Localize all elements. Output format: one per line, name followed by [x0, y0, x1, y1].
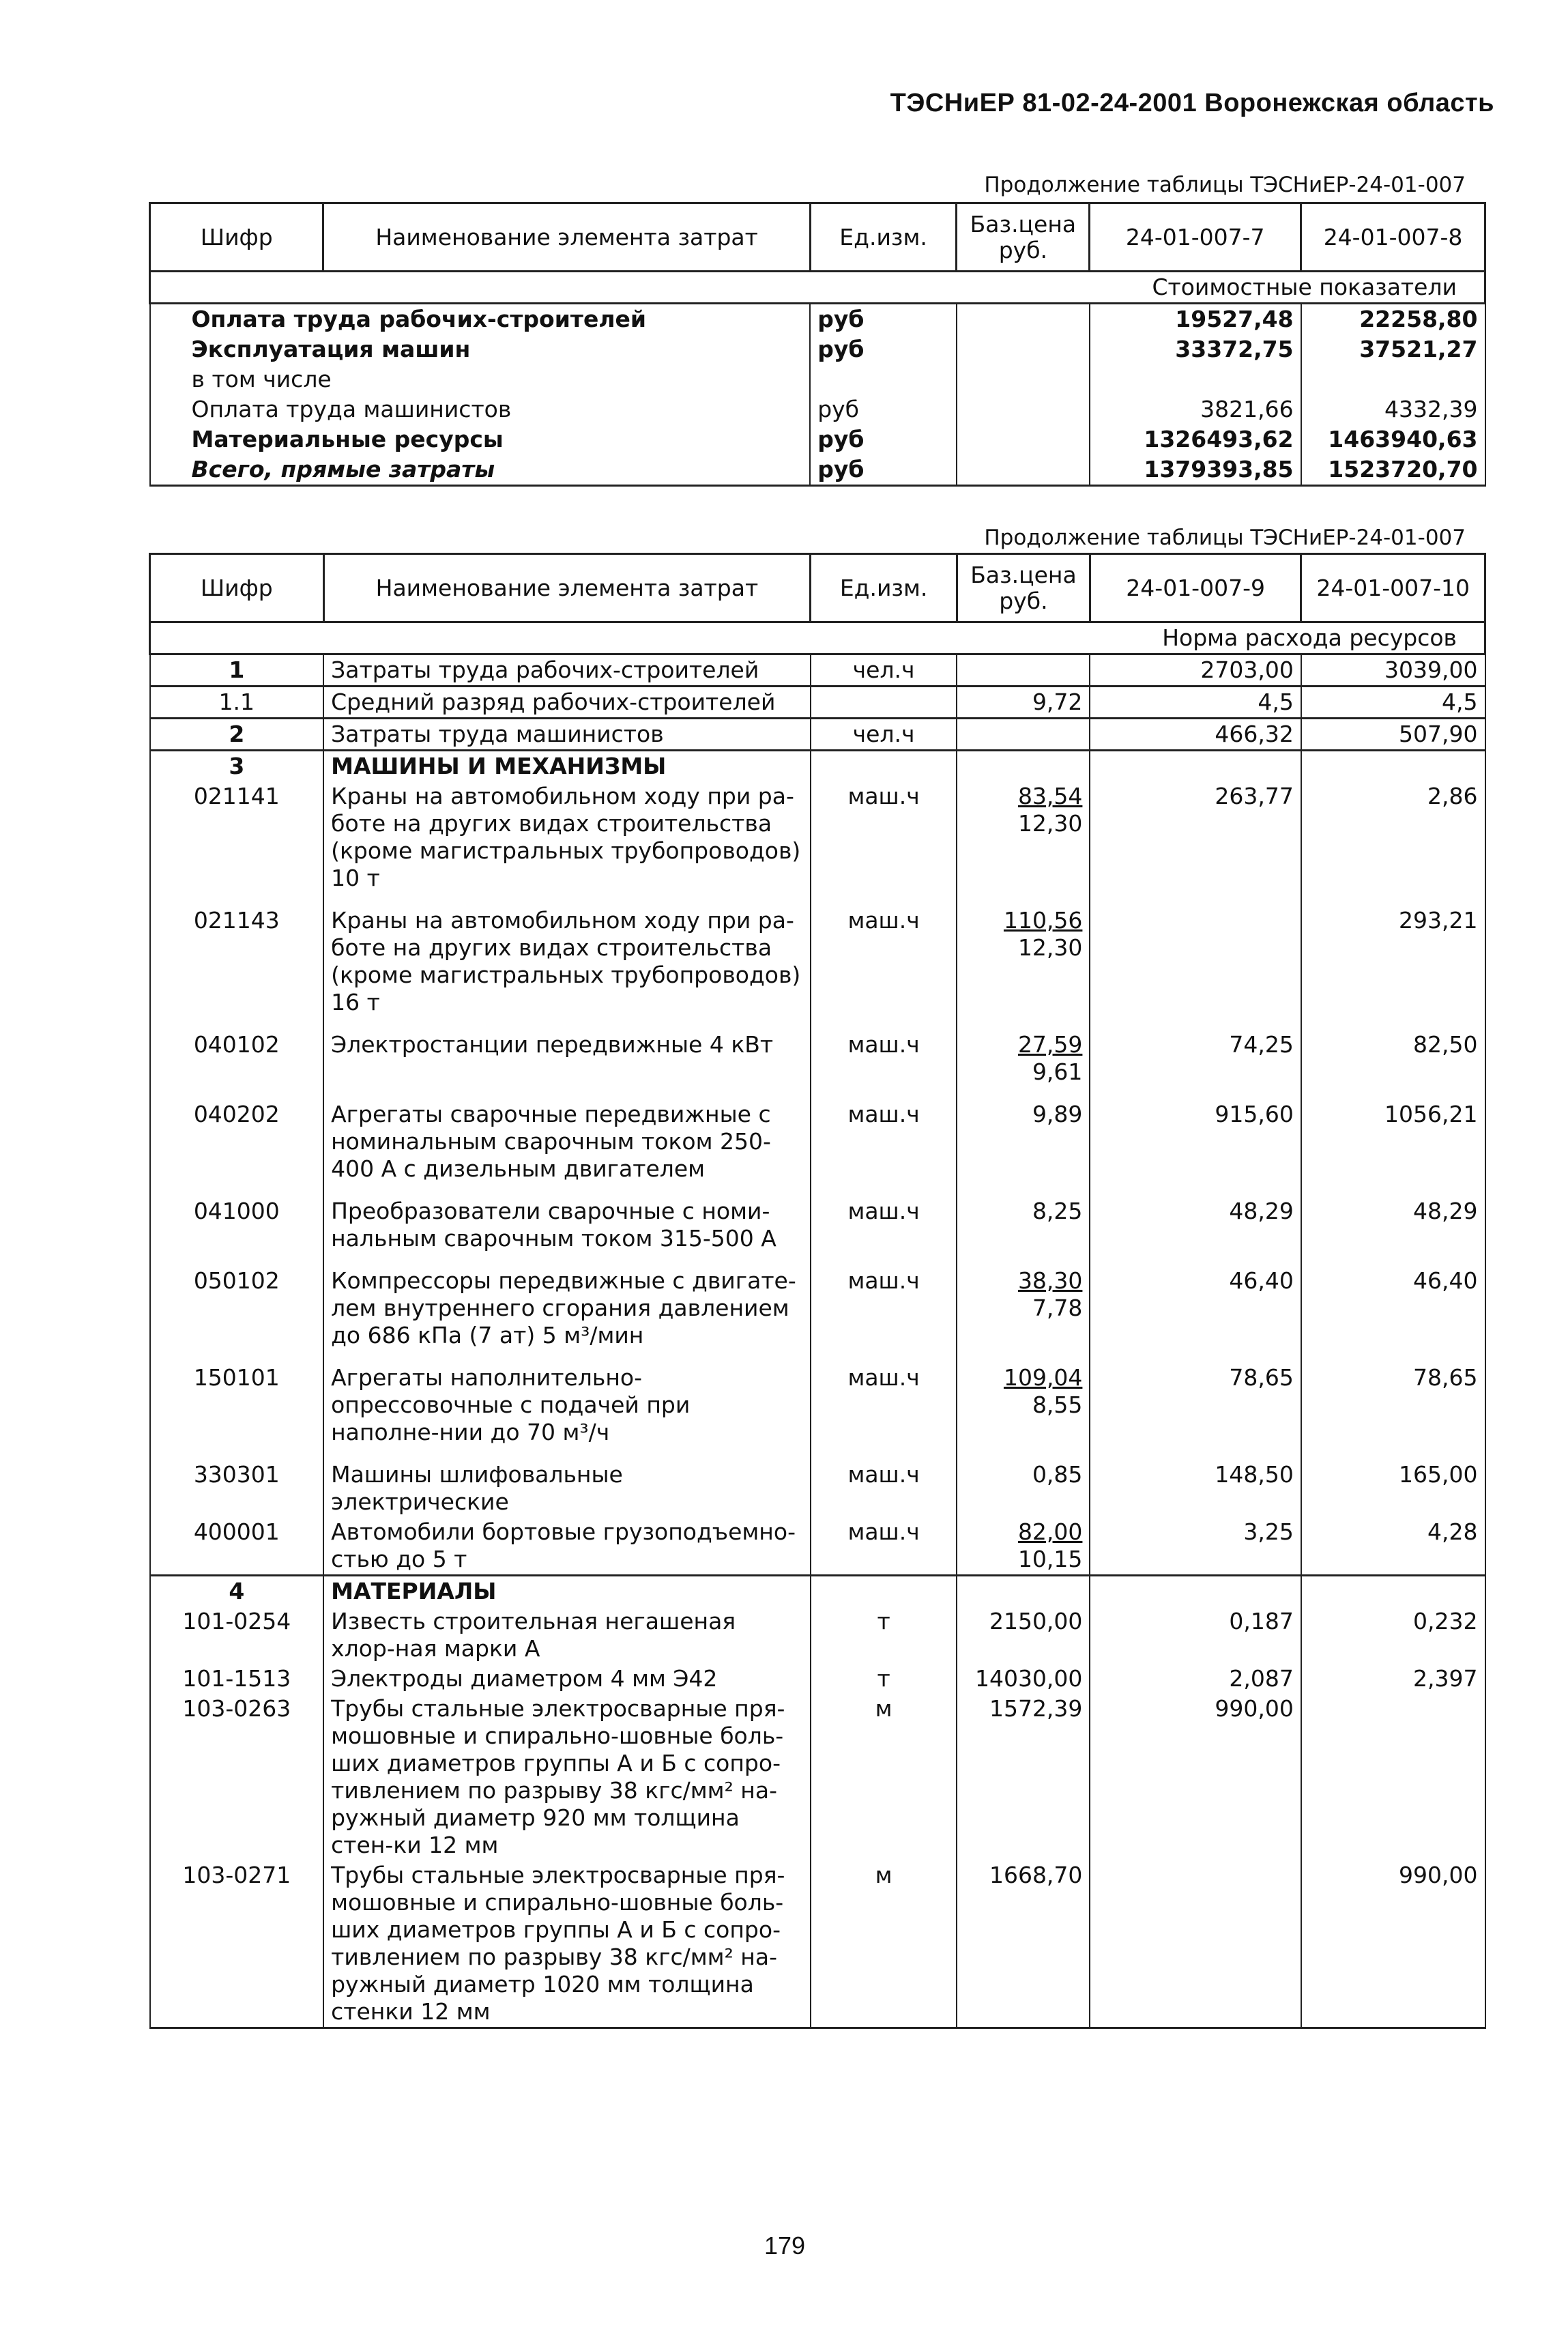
cost-indicators-table	[149, 202, 1486, 487]
table-row	[150, 687, 1485, 719]
spacer-cell	[150, 1254, 324, 1266]
spacer-cell	[811, 1087, 957, 1099]
spacer-cell	[1090, 1351, 1301, 1363]
norm-value-a: 466,32	[1090, 719, 1301, 751]
table2-banner-row	[150, 622, 1485, 654]
table-row	[150, 455, 1485, 486]
resource-name: Средний разряд рабочих-строителей	[323, 687, 811, 719]
spacer-cell	[1090, 1018, 1301, 1030]
col-header-norm-a: 24-01-007-9	[1090, 554, 1301, 622]
spacer-cell	[957, 893, 1090, 906]
base-price-value: 9,89	[1032, 1101, 1083, 1127]
cost-value-b: 1523720,70	[1301, 455, 1485, 486]
resource-name: Краны на автомобильном ходу при ра-боте на других видах строительства (кроме магистральных трубопроводов) 16 т	[323, 906, 811, 1018]
norm-value-b: 165,00	[1301, 1460, 1485, 1517]
spacer-cell	[1301, 1087, 1485, 1099]
resource-unit: м	[811, 1860, 957, 2028]
resource-code: 041000	[150, 1196, 324, 1254]
resource-name: Краны на автомобильном ходу при ра-боте на других видах строительства (кроме магистральных трубопроводов) 10 т	[323, 781, 811, 893]
resource-base-price	[957, 781, 1090, 893]
spacer-cell	[811, 1351, 957, 1363]
base-price-value: 1572,39	[989, 1695, 1083, 1722]
cost-value-a	[1090, 364, 1301, 394]
resource-name: Известь строительная негашеная хлор-ная марки А	[323, 1606, 811, 1664]
spacer-cell	[1301, 1184, 1485, 1196]
spacer-cell	[811, 1254, 957, 1266]
norm-value-a: 74,25	[1090, 1030, 1301, 1087]
spacer-cell	[811, 893, 957, 906]
cost-item-base-price	[957, 455, 1090, 486]
norm-value-a: 915,60	[1090, 1099, 1301, 1184]
resource-unit: маш.ч	[811, 1517, 957, 1576]
resource-unit: т	[811, 1664, 957, 1694]
resource-base-price	[957, 1517, 1090, 1576]
norm-value-b: 1056,21	[1301, 1099, 1485, 1184]
spacer-cell	[957, 1018, 1090, 1030]
resource-unit: т	[811, 1606, 957, 1664]
table2-header-row	[150, 554, 1485, 622]
machinist-wage-value: 9,61	[1032, 1058, 1083, 1085]
resource-unit	[811, 687, 957, 719]
table1-banner-row	[150, 272, 1485, 304]
norm-value-b: 4,5	[1301, 687, 1485, 719]
resource-unit: чел.ч	[811, 719, 957, 751]
cost-item-name: Оплата труда рабочих-строителей	[150, 304, 811, 335]
resource-code: 2	[150, 719, 324, 751]
resource-code: 101-0254	[150, 1606, 324, 1664]
col-header-norm-b: 24-01-007-10	[1301, 554, 1485, 622]
cost-item-unit: руб	[810, 394, 957, 424]
table-row	[150, 1606, 1485, 1664]
norm-value-b: 990,00	[1301, 1860, 1485, 2028]
spacer-cell	[811, 1447, 957, 1460]
cost-item-name: в том числе	[150, 364, 811, 394]
resource-unit: маш.ч	[811, 906, 957, 1018]
cost-item-name: Материальные ресурсы	[150, 424, 811, 455]
table2-continuation-caption: Продолжение таблицы ТЭСНиЕР-24-01-007	[984, 525, 1466, 550]
norm-value-b: 2,86	[1301, 781, 1485, 893]
resource-code: 150101	[150, 1363, 324, 1447]
col-header-base-price: Баз.цена руб.	[957, 203, 1090, 272]
resource-name: Затраты труда рабочих-строителей	[323, 654, 811, 687]
resource-code: 103-0263	[150, 1694, 324, 1860]
cost-value-b: 22258,80	[1301, 304, 1485, 335]
spacer-cell	[323, 1018, 811, 1030]
norm-value-b: 0,232	[1301, 1606, 1485, 1664]
resource-name: Трубы стальные электросварные пря-мошовные и спирально-шовные боль-ших диаметров группы А и Б с сопро-тивлением по разрыву 38 кгс/мм² на-ружный диаметр 920 мм толщина стен-ки 12 мм	[323, 1694, 811, 1860]
resource-unit: маш.ч	[811, 1030, 957, 1087]
document-header-title: ТЭСНиЕР 81-02-24-2001 Воронежская область	[890, 89, 1494, 117]
resource-norms-banner: Норма расхода ресурсов	[150, 622, 1485, 654]
cost-item-unit: руб	[810, 455, 957, 486]
cost-value-a: 19527,48	[1090, 304, 1301, 335]
page-number: 179	[764, 2232, 806, 2260]
norm-value-a: 4,5	[1090, 687, 1301, 719]
machinist-wage-value: 12,30	[1017, 934, 1083, 961]
table-row	[150, 1694, 1485, 1860]
resource-base-price	[957, 1266, 1090, 1351]
cost-item-name: Эксплуатация машин	[150, 334, 811, 364]
cost-item-base-price	[957, 334, 1090, 364]
resource-code: 330301	[150, 1460, 324, 1517]
cost-item-base-price	[957, 304, 1090, 335]
section-row	[150, 654, 1485, 687]
machinist-wage-value: 10,15	[1017, 1546, 1083, 1572]
resource-name: Автомобили бортовые грузоподъемно-стью до 5 т	[323, 1517, 811, 1576]
spacer-cell	[957, 1447, 1090, 1460]
cost-item-unit	[810, 364, 957, 394]
resource-name: Компрессоры передвижные с двигате-лем внутреннего сгорания давлением до 686 кПа (7 ат) 5 м³/мин	[323, 1266, 811, 1351]
base-price-value: 1668,70	[989, 1862, 1083, 1888]
norm-value-b: 48,29	[1301, 1196, 1485, 1254]
table-row	[150, 1266, 1485, 1351]
resource-norms-table	[149, 553, 1486, 2029]
cost-value-b: 4332,39	[1301, 394, 1485, 424]
cost-value-b: 37521,27	[1301, 334, 1485, 364]
cost-item-unit: руб	[810, 424, 957, 455]
table-row	[150, 1196, 1485, 1254]
row-spacer	[150, 1447, 1485, 1460]
spacer-cell	[1090, 1447, 1301, 1460]
base-price-value: 14030,00	[974, 1665, 1083, 1692]
resource-name: МАТЕРИАЛЫ	[323, 1576, 811, 1607]
cost-item-base-price	[957, 364, 1090, 394]
spacer-cell	[1090, 1087, 1301, 1099]
cost-indicators-banner: Стоимостные показатели	[150, 272, 1485, 304]
resource-unit: маш.ч	[811, 1266, 957, 1351]
spacer-cell	[150, 1351, 324, 1363]
base-price-value: 27,59	[1017, 1031, 1083, 1058]
table1-body	[150, 304, 1485, 486]
resource-unit: маш.ч	[811, 1363, 957, 1447]
col-header-unit: Ед.изм.	[810, 203, 957, 272]
norm-value-b: 4,28	[1301, 1517, 1485, 1576]
cost-item-base-price	[957, 394, 1090, 424]
resource-base-price	[957, 687, 1090, 719]
norm-value-a: 148,50	[1090, 1460, 1301, 1517]
resource-base-price	[957, 1694, 1090, 1860]
spacer-cell	[957, 1184, 1090, 1196]
section-row	[150, 751, 1485, 782]
base-price-value: 110,56	[1003, 907, 1083, 934]
resource-base-price	[957, 1363, 1090, 1447]
spacer-cell	[1301, 1018, 1485, 1030]
cost-value-a: 33372,75	[1090, 334, 1301, 364]
resource-base-price	[957, 1460, 1090, 1517]
norm-value-b: 46,40	[1301, 1266, 1485, 1351]
section-row	[150, 1576, 1485, 1607]
cost-value-a: 3821,66	[1090, 394, 1301, 424]
resource-code: 1	[150, 654, 324, 687]
norm-value-a: 2703,00	[1090, 654, 1301, 687]
norm-value-a: 263,77	[1090, 781, 1301, 893]
table-row	[150, 906, 1485, 1018]
resource-base-price	[957, 1860, 1090, 2028]
spacer-cell	[957, 1254, 1090, 1266]
resource-name: Преобразователи сварочные с номи-нальным сварочным током 315-500 А	[323, 1196, 811, 1254]
resource-code: 4	[150, 1576, 324, 1607]
table-row	[150, 424, 1485, 455]
cost-item-name: Оплата труда машинистов	[150, 394, 811, 424]
spacer-cell	[1301, 1351, 1485, 1363]
cost-item-name: Всего, прямые затраты	[150, 455, 811, 486]
resource-code: 040202	[150, 1099, 324, 1184]
norm-value-b: 293,21	[1301, 906, 1485, 1018]
cost-value-a: 1326493,62	[1090, 424, 1301, 455]
spacer-cell	[1090, 893, 1301, 906]
table-row	[150, 334, 1485, 364]
norm-value-a: 990,00	[1090, 1694, 1301, 1860]
resource-base-price	[957, 1576, 1090, 1607]
resource-unit: маш.ч	[811, 1099, 957, 1184]
table-row	[150, 364, 1485, 394]
spacer-cell	[811, 1018, 957, 1030]
row-spacer	[150, 1351, 1485, 1363]
resource-code: 101-1513	[150, 1664, 324, 1694]
table2-body	[150, 654, 1485, 2028]
norm-value-a: 2,087	[1090, 1664, 1301, 1694]
spacer-cell	[323, 1447, 811, 1460]
row-spacer	[150, 1184, 1485, 1196]
table-row	[150, 1517, 1485, 1576]
spacer-cell	[150, 893, 324, 906]
resource-code: 1.1	[150, 687, 324, 719]
col-header-code: Шифр	[150, 554, 324, 622]
resource-name: Трубы стальные электросварные пря-мошовные и спирально-шовные боль-ших диаметров группы А и Б с сопро-тивлением по разрыву 38 кгс/мм² на-ружный диаметр 1020 мм толщина стенки 12 мм	[323, 1860, 811, 2028]
norm-value-a	[1090, 751, 1301, 782]
spacer-cell	[150, 1184, 324, 1196]
base-price-value: 38,30	[1017, 1267, 1083, 1294]
resource-name: Электростанции передвижные 4 кВт	[323, 1030, 811, 1087]
resource-base-price	[957, 719, 1090, 751]
resource-unit	[811, 751, 957, 782]
norm-value-b: 507,90	[1301, 719, 1485, 751]
spacer-cell	[323, 1184, 811, 1196]
table-row	[150, 304, 1485, 335]
resource-base-price	[957, 751, 1090, 782]
resource-name: МАШИНЫ И МЕХАНИЗМЫ	[323, 751, 811, 782]
base-price-value: 9,72	[1032, 689, 1083, 715]
table-row	[150, 1030, 1485, 1087]
section-row	[150, 719, 1485, 751]
cost-item-unit: руб	[810, 304, 957, 335]
spacer-cell	[1301, 1447, 1485, 1460]
resource-base-price	[957, 1664, 1090, 1694]
spacer-cell	[323, 1351, 811, 1363]
machinist-wage-value: 8,55	[1032, 1391, 1083, 1418]
base-price-value: 109,04	[1003, 1364, 1083, 1391]
norm-value-b: 2,397	[1301, 1664, 1485, 1694]
norm-value-a: 46,40	[1090, 1266, 1301, 1351]
resource-base-price	[957, 1196, 1090, 1254]
norm-value-b: 78,65	[1301, 1363, 1485, 1447]
base-price-value: 82,00	[1017, 1518, 1083, 1545]
table1-header-row	[150, 203, 1485, 272]
row-spacer	[150, 893, 1485, 906]
col-header-norm-b: 24-01-007-8	[1301, 203, 1485, 272]
spacer-cell	[1301, 893, 1485, 906]
table-row	[150, 781, 1485, 893]
norm-value-b: 3039,00	[1301, 654, 1485, 687]
spacer-cell	[1090, 1254, 1301, 1266]
resource-name: Затраты труда машинистов	[323, 719, 811, 751]
resource-name: Электроды диаметром 4 мм Э42	[323, 1664, 811, 1694]
norm-value-a: 78,65	[1090, 1363, 1301, 1447]
col-header-unit: Ед.изм.	[811, 554, 957, 622]
machinist-wage-value: 12,30	[1017, 810, 1083, 837]
table1-continuation-caption: Продолжение таблицы ТЭСНиЕР-24-01-007	[984, 173, 1466, 197]
spacer-cell	[811, 1184, 957, 1196]
norm-value-a	[1090, 1576, 1301, 1607]
norm-value-b	[1301, 1576, 1485, 1607]
base-price-value: 0,85	[1032, 1461, 1083, 1488]
spacer-cell	[1301, 1254, 1485, 1266]
resource-base-price	[957, 654, 1090, 687]
spacer-cell	[150, 1018, 324, 1030]
norm-value-a	[1090, 1860, 1301, 2028]
cost-value-b: 1463940,63	[1301, 424, 1485, 455]
spacer-cell	[150, 1447, 324, 1460]
norm-value-a: 48,29	[1090, 1196, 1301, 1254]
spacer-cell	[323, 1254, 811, 1266]
resource-name: Агрегаты наполнительно-опрессовочные с подачей при наполне-нии до 70 м³/ч	[323, 1363, 811, 1447]
resource-unit: маш.ч	[811, 1196, 957, 1254]
resource-code: 021143	[150, 906, 324, 1018]
base-price-value: 83,54	[1017, 783, 1083, 809]
cost-value-b	[1301, 364, 1485, 394]
cost-item-base-price	[957, 424, 1090, 455]
spacer-cell	[957, 1351, 1090, 1363]
resource-unit	[811, 1576, 957, 1607]
base-price-value: 8,25	[1032, 1198, 1083, 1224]
resource-base-price	[957, 1030, 1090, 1087]
table-row	[150, 1460, 1485, 1517]
cost-item-unit: руб	[810, 334, 957, 364]
col-header-name: Наименование элемента затрат	[323, 554, 811, 622]
cost-value-a: 1379393,85	[1090, 455, 1301, 486]
norm-value-a: 3,25	[1090, 1517, 1301, 1576]
table-row	[150, 1860, 1485, 2028]
norm-value-a	[1090, 906, 1301, 1018]
resource-base-price	[957, 906, 1090, 1018]
resource-code: 021141	[150, 781, 324, 893]
resource-unit: чел.ч	[811, 654, 957, 687]
resource-unit: м	[811, 1694, 957, 1860]
spacer-cell	[150, 1087, 324, 1099]
spacer-cell	[1090, 1184, 1301, 1196]
spacer-cell	[323, 1087, 811, 1099]
resource-code: 3	[150, 751, 324, 782]
spacer-cell	[323, 893, 811, 906]
machinist-wage-value: 7,78	[1032, 1295, 1083, 1321]
spacer-cell	[957, 1087, 1090, 1099]
resource-base-price	[957, 1099, 1090, 1184]
row-spacer	[150, 1254, 1485, 1266]
col-header-code: Шифр	[150, 203, 323, 272]
col-header-name: Наименование элемента затрат	[323, 203, 810, 272]
norm-value-a: 0,187	[1090, 1606, 1301, 1664]
table-row	[150, 394, 1485, 424]
base-price-value: 2150,00	[989, 1608, 1083, 1634]
resource-name: Агрегаты сварочные передвижные с номинальным сварочным током 250-400 А с дизельным двигателем	[323, 1099, 811, 1184]
resource-base-price	[957, 1606, 1090, 1664]
resource-unit: маш.ч	[811, 1460, 957, 1517]
col-header-norm-a: 24-01-007-7	[1090, 203, 1301, 272]
row-spacer	[150, 1087, 1485, 1099]
table-row	[150, 1099, 1485, 1184]
norm-value-b	[1301, 1694, 1485, 1860]
resource-unit: маш.ч	[811, 781, 957, 893]
norm-value-b	[1301, 751, 1485, 782]
resource-code: 103-0271	[150, 1860, 324, 2028]
col-header-base-price: Баз.цена руб.	[957, 554, 1090, 622]
resource-name: Машины шлифовальные электрические	[323, 1460, 811, 1517]
resource-code: 050102	[150, 1266, 324, 1351]
resource-code: 400001	[150, 1517, 324, 1576]
norm-value-b: 82,50	[1301, 1030, 1485, 1087]
table-row	[150, 1363, 1485, 1447]
row-spacer	[150, 1018, 1485, 1030]
resource-code: 040102	[150, 1030, 324, 1087]
table-row	[150, 1664, 1485, 1694]
